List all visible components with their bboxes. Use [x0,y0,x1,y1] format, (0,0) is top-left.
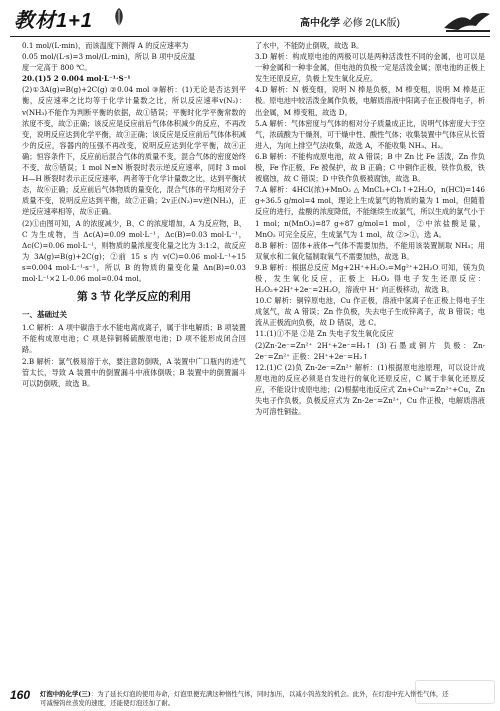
answer-paragraph: (2)Zn-2e⁻=Zn²⁺ 2H⁺+2e⁻=H₂↑ (3)石墨或铜片 负极：Zn-2e⁻=Zn²⁺ 正极：2H⁺+2e⁻=H₂↑ [255,340,485,361]
book-brand [14,4,93,33]
answer-paragraph: (2)①3A(g)⇌B(g)+2C(g) ②0.04 mol ③解析：(1)无论是否达到平衡，反应速率之比均等于化学计量数之比，所以反应速率v(N₂)：v(NH₃)不能作为判断平衡的依据，故①错误；平衡时化学平衡常数的浓度不变，故②正确；该反应是反应前后气体体积减少的反应，不再改变，说明反应达到化学平衡，故③正确；该反应是反应前后气体体积减少的反应，容器内的压强不再改变，说明反应达到化学平衡，故④正确；恒容条件下，反应前后混合气体的质量不变，混合气体的密度始终不变，故⑤错误；1 mol N≡N 断裂时表示逆反应速率，同时 3 mol H—H 断裂时表示正反应速率，两者等于化学计量数之比，达到平衡状态，故⑥正确；反应前后气体物质的量变化，混合气体的平均相对分子质量不变，说明反应达到平衡，故⑦正确；2v正(N₂)=v逆(NH₃)，正逆反应速率相等，故⑧正确。 [22,85,246,217]
answer-20: 20.(1)5 2 0.004 mol·L⁻¹·S⁻¹ [22,74,131,84]
header-rule [10,36,490,37]
subject-label [300,14,400,29]
section-title: 第 3 节 化学反应的利用 [76,291,192,304]
text-line: 0.1 mol/(L·min)，而该温度下测得 A 的反应速率为 [22,41,189,50]
watermark-logo [415,680,495,704]
brand-number: 1+1 [56,10,93,32]
answer-paragraph: 7.A 解析：4HCl(浓)+MnO₂ △ MnCl₂+Cl₂↑+2H₂O，n(HCl)=146 g÷36.5 g/mol=4 mol，理论上生成氯气的物质的量为 1 mol，但随着反应的进行，盐酸的浓度降低，不能继续生成氯气，所以生成的氯气小于 1 mol；n(MnO₂)=87 g÷87 g/mol=1 mol，②中浓盐酸足量，MnO₂ 可完全反应，生成氯气为 1 mol，故 ②>①，选 A。 [255,185,486,239]
answer-paragraph: 3.D 解析：构成原电池的两极可以是两种活泼性不同的金属，也可以是一种金属和一种非金属，但电池的负极一定是活泼金属；原电池的正极上发生还原反应，负极上发生氧化反应。 [255,52,486,84]
answer-paragraph: 11.(1)①不是 ②是 Zn 失电子发生氧化反应 [255,329,394,339]
answer-paragraph: 4.D 解析：N 极变细，说明 N 棒是负极，M 棒变粗，说明 M 棒是正极。原电池中较活泼金属作负极，电解质溶液中阳离子在正极得电子，析出金属，M 棒变粗，故选 D。 [255,85,486,117]
answer-paragraph: 6.B 解析：不能构成原电池，故 A 错误；B 中 Zn 比 Fe 活泼，Zn 作负极，Fe 作正极，Fe 被保护，故 B 正确；C 中铜作正极，铁作负极，铁被腐蚀，故 C 错误；D 中铁作负极被腐蚀，故选 B。 [255,151,485,184]
left-column [22,40,246,389]
page-header [0,0,500,40]
right-column [255,40,485,417]
page-number: 160 [10,688,31,702]
subsection-title: 一、基础过关 [22,310,67,320]
tip-text: 为了延长灯泡的使用寿命，灯泡里便充满这种惰性气体，同时加压，以减小钨蒸发的机会。此外，在灯泡中充入惰性气体，还可减慢钨丝蒸发的速度，还能使灯泡还加了耐。 [40,690,449,707]
answer-paragraph: 9.B 解析：根据总反应 Mg+2H⁺+H₂O₂=Mg²⁺+2H₂O 可知，镁为负极，发生氧化反应，正极上 H₂O₂ 得电子发生还原反应：H₂O₂+2H⁺+2e⁻=2H₂O，溶液中 H⁺ 向正极移动，故选 B。 [255,262,485,295]
answer-paragraph: 5.A 解析：气体密度与气体的相对分子质量成正比，说明气体密度大于空气，浓硫酸为干燥剂，可干燥中性、酸性气体；收集装置中气体应从长管进入，为向上排空气法收集，故选 A，不能收集 NH₃、H₂。 [255,118,486,150]
bird-decoration-icon [440,6,494,34]
text-line: 度一定高于 800 ℃。 [22,63,92,73]
answer-paragraph: 8.B 解析：固体+液体→气体不需要加热，不能用该装置制取 NH₃；用双氧水和二氧化锰制取氧气不需要加热，故选 B。 [255,240,485,261]
answer-paragraph: (2)①由图可知，A 的浓度减少，B、C 的浓度增加，A 为反应物，B、C 为生成物，当 Δc(A)=0.09 mol·L⁻¹，Δc(B)=0.03 mol·L⁻¹，Δc(C)=0.06 mol·L⁻¹，则物质的量浓度变化量之比为 3:1:2，故反应为 3A(g)⇌B(g)+2C(g)；②前 15 s 内 v(C)=0.06 mol·L⁻¹÷15 s=0.004 mol·L⁻¹·s⁻¹，所以 B 的物质的量变化量 Δn(B)=0.03 mol·L⁻¹×2 L-0.06 mol=0.04 mol。 [22,218,246,283]
text-line: 了水中，不能防止倒吸，故选 B。 [255,41,364,50]
leaf-icon [112,6,126,28]
answer-paragraph: 10.C 解析：铜锌原电池，Cu 作正极，溶液中氢离子在正极上得电子生成氢气，故 A 错误；Zn 作负极，失去电子生成锌离子，故 B 错误；电流从正极流向负极，故 D 错误，选 C。 [255,296,485,328]
footer-tip: 灯泡中的化学(三)：为了延长灯泡的使用寿命，灯泡里便充满这种惰性气体，同时加压，以减小钨蒸发的机会。此外，在灯泡中充入惰性气体，还可减慢钨丝蒸发的速度，还能使灯泡还加了耐。 [40,690,449,707]
subject-text: 高中化学 [300,18,340,29]
edition-text: 必修 2(LK版) [342,18,401,29]
answer-paragraph: 2.B 解析：氯气极易溶于水，要注意防倒吸，A 装置中广口瓶内的进气管太长，导致 A 装置中的倒置漏斗中液体倒吸；B 装置中的倒置漏斗可以防倒吸，故选 B。 [22,356,246,388]
tip-label: 灯泡中的化学(三) [40,690,91,698]
answer-paragraph: 12.(1)C (2)负 Zn-2e⁻=Zn²⁺ 解析：(1)根据原电池原理，可以设计成原电池的反应必须是自发进行的氧化还原反应，C 属于非氧化还原反应，不能设计成原电池；(2)根据电池反应式 Zn+Cu²⁺=Zn²⁺+Cu，Zn 失电子作负极，负极反应式为 Zn-2e⁻=Zn²⁺，Cu 作正极，电解质溶液为可溶性铜盐。 [255,362,485,417]
answer-paragraph: 1.C 解析：A 项中碳溶于水不能电离成离子，属于非电解质；B 项装置不能构成原电池；C 项是锌铜稀硫酸原电池；D 项不能形成闭合回路。 [22,323,246,355]
text-line: 0.05 mol/(L·s)=3 mol/(L·min)，所以 B 项中反应温 [22,52,196,62]
brand-text: 教材 [14,8,56,32]
